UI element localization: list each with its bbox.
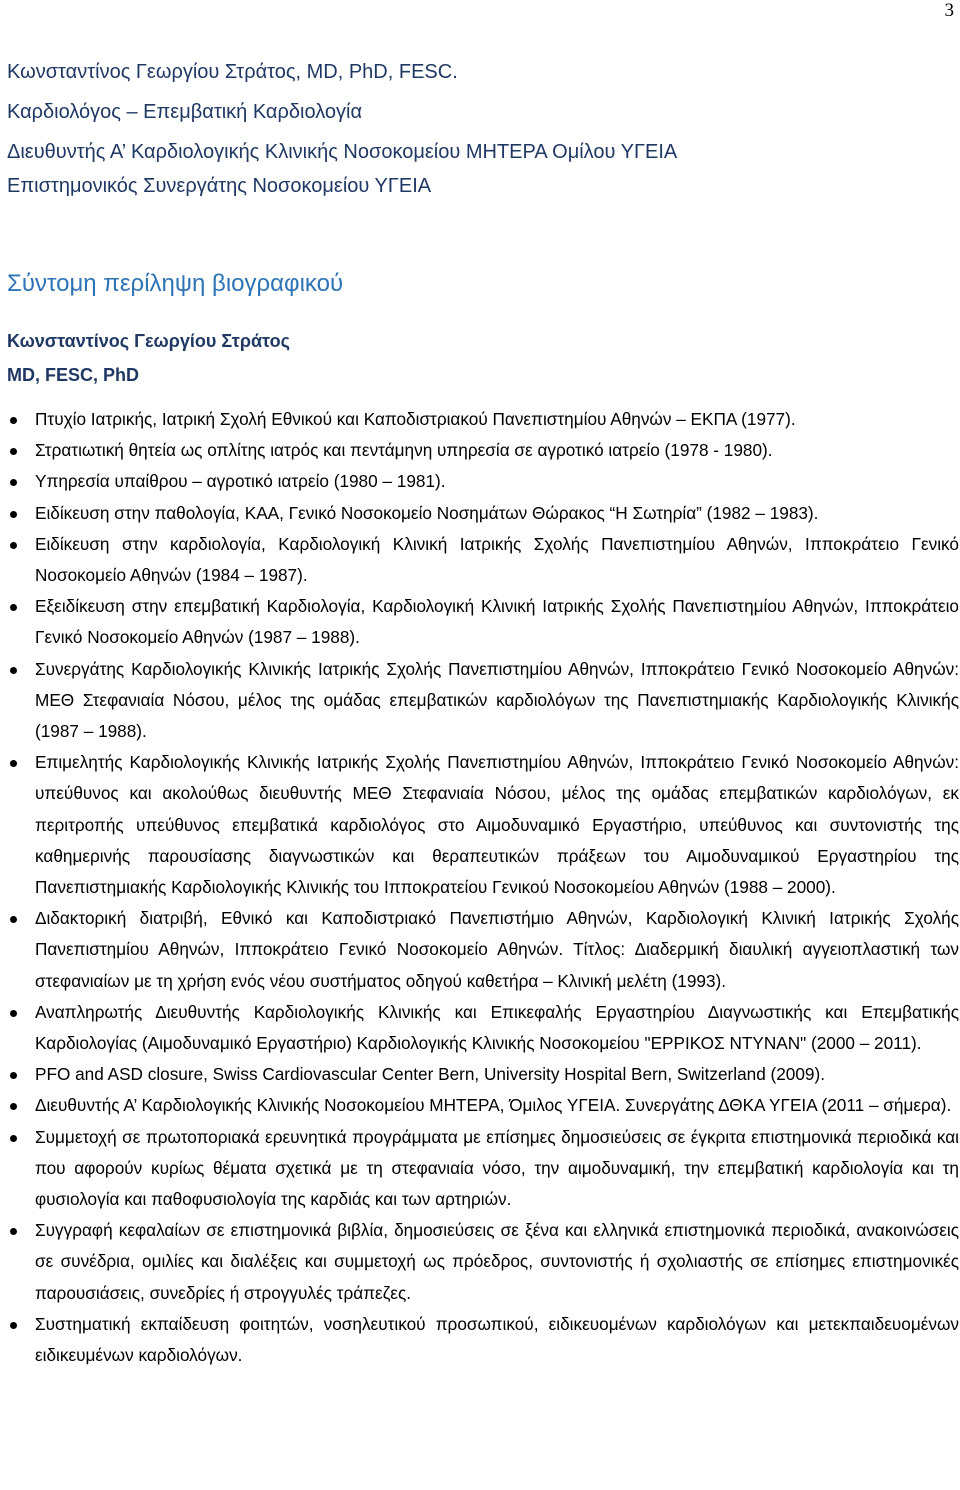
profile-name: Κωνσταντίνος Γεωργίου Στράτος [7, 331, 290, 351]
list-item-text: Εξειδίκευση στην επεμβατική Καρδιολογία, Καρδιολογική Κλινική Ιατρικής Σχολής Πανεπιστημίου Αθηνών, Ιπποκράτειο Γενικό Νοσοκομείο Αθηνών (1987 – 1988). [35, 596, 959, 648]
header-specialty: Καρδιολόγος – Επεμβατική Καρδιολογία [7, 101, 363, 123]
list-item-text: Διευθυντής Α’ Καρδιολογικής Κλινικής Νοσοκομείου ΜΗΤΕΡΑ, Όμιλος ΥΓΕΙΑ. Συνεργάτης ΔΘΚΑ ΥΓΕΙΑ (2011 – σήμερα). [35, 1095, 952, 1116]
bullet-icon [10, 1072, 17, 1079]
list-item [35, 654, 959, 748]
bullet-icon [10, 760, 17, 767]
list-item [35, 1059, 959, 1090]
bullet-icon [10, 1322, 17, 1329]
list-item-text: Συστηματική εκπαίδευση φοιτητών, νοσηλευτικού προσωπικού, ειδικευομένων καρδιολόγων και μετεκπαιδευομένων ειδικευμένων καρδιολόγων. [35, 1313, 959, 1366]
bullet-icon [10, 479, 17, 486]
list-item-text: Συμμετοχή σε πρωτοποριακά ερευνητικά προγράμματα με επίσημες δημοσιεύσεις σε έγκριτα επιστημονικά περιοδικά και που αφορούν κυρίως θέματα σχετικά με τη στεφανιαία νόσο, την αιμοδυναμική, την επεμβατική καρδιολογία και τη φυσιολογία και παθοφυσιολογία της καρδιάς και των αρτηριών. [35, 1126, 959, 1210]
list-item-text: Συνεργάτης Καρδιολογικής Κλινικής Ιατρικής Σχολής Πανεπιστημίου Αθηνών, Ιπποκράτειο Γενικό Νοσοκομείο Αθηνών: ΜΕΘ Στεφανιαία Νόσου, μέλος της ομάδας επεμβατικών καρδιολόγων της Πανεπιστημιακής Καρδιολογικής Κλινικής (1987 – 1988). [35, 658, 959, 742]
profile-degrees: MD, FESC, PhD [7, 365, 140, 385]
section-title: Σύντομη περίληψη βιογραφικού [7, 270, 344, 297]
list-item-text: Ειδίκευση στην καρδιολογία, Καρδιολογική Κλινική Ιατρικής Σχολής Πανεπιστημίου Αθηνών, Ιπποκράτειο Γενικό Νοσοκομείο Αθηνών (1984 – 1987). [35, 533, 959, 586]
list-item [35, 1090, 959, 1121]
list-item [35, 435, 959, 466]
profile-block [7, 324, 290, 392]
bullet-icon [10, 511, 17, 518]
bullet-icon [10, 1228, 17, 1235]
list-item [35, 498, 959, 529]
list-item-text: Συγγραφή κεφαλαίων σε επιστημονικά βιβλία, δημοσιεύσεις σε ξένα και ελληνικά επιστημονικά περιοδικά, ανακοινώσεις σε συνέδρια, ομιλίες και διαλέξεις και συμμετοχή ως πρόεδρος, συντονιστής ή σχολιαστής σε επίσημες επιστημονικές παρουσιάσεις, συνεδρίες ή στρογγυλές τράπεζες. [35, 1220, 959, 1303]
list-item-text: Ειδίκευση στην παθολογία, ΚΑΑ, Γενικό Νοσοκομείο Νοσημάτων Θώρακος “Η Σωτηρία” (1982 – 1983). [35, 502, 819, 523]
bullet-icon [10, 542, 17, 549]
list-item [35, 903, 959, 997]
list-item-text: Στρατιωτική θητεία ως οπλίτης ιατρός και πεντάμηνη υπηρεσία σε αγροτικό ιατρείο (1978 - 1980). [35, 440, 773, 461]
header-position-2: Επιστημονικός Συνεργάτης Νοσοκομείου ΥΓΕΙΑ [7, 175, 432, 197]
list-item [35, 466, 959, 497]
bullet-icon [10, 667, 17, 674]
list-item-text: PFO and ASD closure, Swiss Cardiovascular Center Bern, University Hospital Bern, Switzerland (2009). [35, 1064, 825, 1085]
list-item [35, 529, 959, 591]
bullet-icon [10, 417, 17, 424]
list-item-text: Υπηρεσία υπαίθρου – αγροτικό ιατρείο (1980 – 1981). [35, 471, 446, 492]
bullet-icon [10, 916, 17, 923]
list-item [35, 997, 959, 1059]
bullet-icon [10, 1135, 17, 1142]
list-item [35, 1309, 959, 1371]
list-item [35, 404, 959, 435]
bio-list [35, 404, 959, 1371]
bullet-icon [10, 448, 17, 455]
header-name-line: Κωνσταντίνος Γεωργίου Στράτος, MD, PhD, FESC. [7, 61, 458, 83]
list-item [35, 591, 959, 653]
list-item-text: Πτυχίο Ιατρικής, Ιατρική Σχολή Εθνικού και Καποδιστριακού Πανεπιστημίου Αθηνών – ΕΚΠΑ (1977). [35, 409, 796, 429]
header-position-1: Διευθυντής Α’ Καρδιολογικής Κλινικής Νοσοκομείου ΜΗΤΕΡΑ Ομίλου ΥΓΕΙΑ [7, 141, 678, 163]
bullet-icon [10, 604, 17, 611]
page-number: 3 [944, 0, 954, 21]
list-item-text: Διδακτορική διατριβή, Εθνικό και Καποδιστριακό Πανεπιστήμιο Αθηνών, Καρδιολογική Κλινική Ιατρικής Σχολής Πανεπιστημίου Αθηνών, Ιπποκράτειο Γενικό Νοσοκομείο Αθηνών. Τίτλος: Διαδερμική διαυλική αγγειοπλαστική των στεφανιαίων με τη χρήση ενός νέου συστήματος οδηγού καθετήρα – Κλινική μελέτη (1993). [35, 908, 959, 991]
bullet-icon [10, 1103, 17, 1110]
document-header [7, 55, 947, 203]
list-item [35, 1122, 959, 1216]
list-item [35, 1215, 959, 1309]
list-item [35, 747, 959, 903]
list-item-text: Επιμελητής Καρδιολογικής Κλινικής Ιατρικής Σχολής Πανεπιστημίου Αθηνών, Ιπποκράτειο Γενικό Νοσοκομείο Αθηνών: υπεύθυνος και ακολούθως διευθυντής ΜΕΘ Στεφανιαία Νόσου, μέλος της ομάδας επεμβατικών καρδιολόγων, εκ περιτροπής υπεύθυνος επεμβατικά καρδιολόγος στο Αιμοδυναμικό Εργαστήριο, υπεύθυνος και συντονιστής της καθημερινής παρουσίασης διαγνωστικών και θεραπευτικών πράξεων του Αιμοδυναμικού Εργαστηρίου της Πανεπιστημιακής Καρδιολογικής Κλινικής του Ιπποκρατείου Γενικού Νοσοκομείου Αθηνών (1988 – 2000). [35, 752, 959, 898]
bullet-icon [10, 1010, 17, 1017]
list-item-text: Αναπληρωτής Διευθυντής Καρδιολογικής Κλινικής και Επικεφαλής Εργαστηρίου Διαγνωστικής και Επεμβατικής Καρδιολογίας (Αιμοδυναμικό Εργαστήριο) Καρδιολογικής Κλινικής Νοσοκομείου "ΕΡΡΙΚΟΣ ΝΤΥΝΑΝ" (2000 – 2011). [35, 1001, 959, 1054]
